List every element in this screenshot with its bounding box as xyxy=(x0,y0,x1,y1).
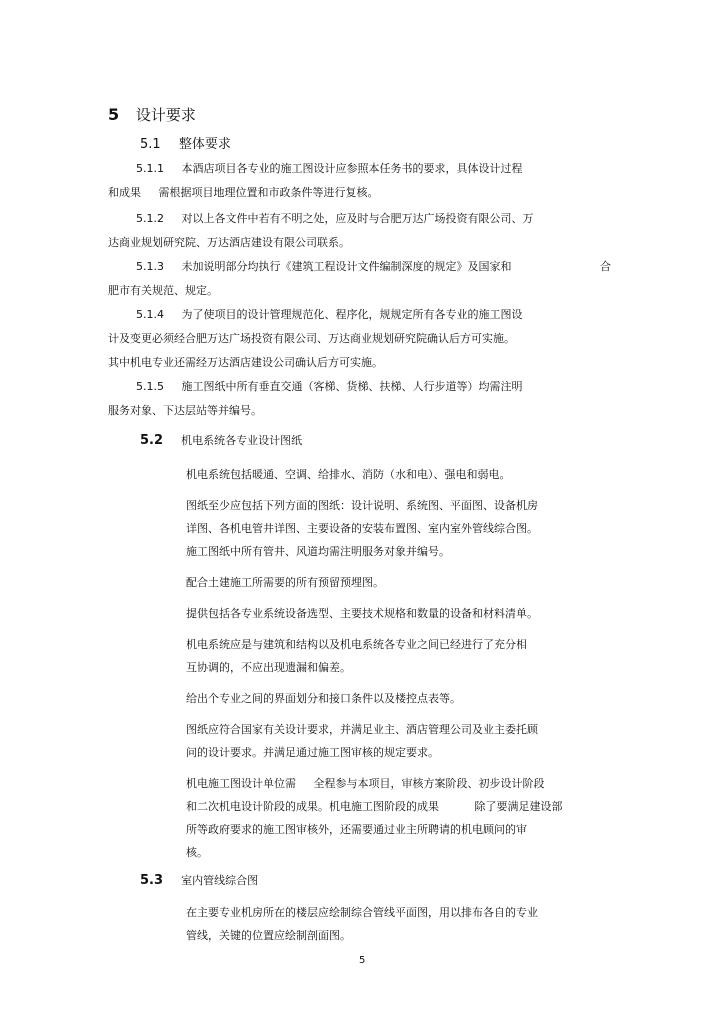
subsection-number: 5.1 xyxy=(140,137,161,152)
clause-5-1-2-line2: 达商业规划研究院、万达酒店建设有限公司联系。 xyxy=(108,236,350,249)
clause-5-1-1-line1 xyxy=(136,160,523,176)
clause-text: 对以上各文件中若有不明之处，应及时与合肥万达广场投资有限公司、万 xyxy=(181,212,534,225)
item-text: 和二次机电设计阶段的成果。机电施工图阶段的成果 xyxy=(186,800,439,813)
clause-text: 为了使项目的设计管理规范化、程序化，规规定所有各专业的施工图设 xyxy=(181,308,523,321)
clause-text: 施工图纸中所有垂直交通（客梯、货梯、扶梯、人行步道等）均需注明 xyxy=(181,380,523,393)
clause-5-1-5-line1 xyxy=(136,378,523,394)
clause-5-1-3-line1 xyxy=(136,258,512,274)
item-text: 全程参与本项目，审核方案阶段、初步设计阶段 xyxy=(313,777,545,790)
clause-5-1-3-line2: 肥市有关规范、规定。 xyxy=(108,284,218,297)
section-number: 5 xyxy=(108,105,120,124)
clause-text: 需根据项目地理位置和市政条件等进行复核。 xyxy=(158,186,379,199)
item-6: 给出个专业之间的界面划分和接口条件以及楼控点表等。 xyxy=(186,692,461,705)
s3-line1: 在主要专业机房所在的楼层应绘制综合管线平面图，用以排布各自的专业 xyxy=(186,906,538,919)
clause-number: 5.1.5 xyxy=(136,380,164,393)
item-4: 提供包括各专业系统设备选型、主要技术规格和数量的设备和材料清单。 xyxy=(186,607,538,620)
item-3: 配合土建施工所需要的所有预留预埋图。 xyxy=(186,576,384,589)
item-7-line2: 问的设计要求。并满足通过施工图审核的规定要求。 xyxy=(186,746,439,759)
clause-5-1-4-line1 xyxy=(136,306,523,322)
item-5-line1: 机电系统应是与建筑和结构以及机电系统各专业之间已经进行了充分相 xyxy=(186,638,527,651)
item-8-line2 xyxy=(186,798,563,814)
item-2-line2: 详图、各机电管井详图、主要设备的安装布置图、室内室外管线综合图。 xyxy=(186,522,538,535)
clause-5-1-4-line2: 计及变更必须经合肥万达广场投资有限公司、万达商业规划研究院确认后方可实施。 xyxy=(108,332,515,345)
s3-line2: 管线，关键的位置应绘制剖面图。 xyxy=(186,929,351,942)
subsection-number: 5.2 xyxy=(140,433,164,448)
item-5-line2: 互协调的，不应出现遗漏和偏差。 xyxy=(186,661,351,674)
subsection-number: 5.3 xyxy=(140,873,164,888)
subsection-heading-5-2 xyxy=(140,432,302,448)
item-2-line1: 图纸至少应包括下列方面的图纸：设计说明、系统图、平面图、设备机房 xyxy=(186,499,538,512)
clause-text: 本酒店项目各专业的施工图设计应参照本任务书的要求，具体设计过程 xyxy=(181,162,523,175)
item-1: 机电系统包括暖通、空调、给排水、消防（水和电）、强电和弱电。 xyxy=(186,468,511,481)
page-number: 5 xyxy=(359,955,366,966)
item-8-line1 xyxy=(186,775,545,791)
section-heading-5 xyxy=(108,104,196,125)
section-title: 设计要求 xyxy=(135,106,196,124)
clause-number: 5.1.2 xyxy=(136,212,164,225)
item-8-line4: 核。 xyxy=(186,846,208,859)
clause-5-1-1-line2 xyxy=(108,184,379,200)
subsection-title: 整体要求 xyxy=(178,137,231,152)
subsection-title: 室内管线综合图 xyxy=(181,874,259,887)
item-8-line3: 所等政府要求的施工图审核外，还需要通过业主所聘请的机电顾问的审 xyxy=(186,823,527,836)
clause-number: 5.1.3 xyxy=(136,260,164,273)
clause-5-1-5-line2: 服务对象、下达层站等并编号。 xyxy=(108,404,262,417)
item-7-line1: 图纸应符合国家有关设计要求，并满足业主、酒店管理公司及业主委托顾 xyxy=(186,723,538,736)
clause-text: 未加说明部分均执行《建筑工程设计文件编制深度的规定》及国家和 xyxy=(181,260,512,273)
subsection-heading-5-1 xyxy=(140,133,231,152)
item-text: 机电施工图设计单位需 xyxy=(186,777,296,790)
clause-number: 5.1.1 xyxy=(136,162,164,175)
clause-number: 5.1.4 xyxy=(136,308,164,321)
item-text: 除了要满足建设部 xyxy=(474,800,563,813)
clause-5-1-3-line1-end: 合 xyxy=(600,260,611,273)
item-2-line3: 施工图纸中所有管井、风道均需注明服务对象并编号。 xyxy=(186,545,450,558)
clause-text: 和成果 xyxy=(108,186,141,199)
subsection-title: 机电系统各专业设计图纸 xyxy=(181,434,303,447)
clause-5-1-2-line1 xyxy=(136,210,534,226)
subsection-heading-5-3 xyxy=(140,872,258,888)
clause-5-1-4-line3: 其中机电专业还需经万达酒店建设公司确认后方可实施。 xyxy=(108,356,383,369)
